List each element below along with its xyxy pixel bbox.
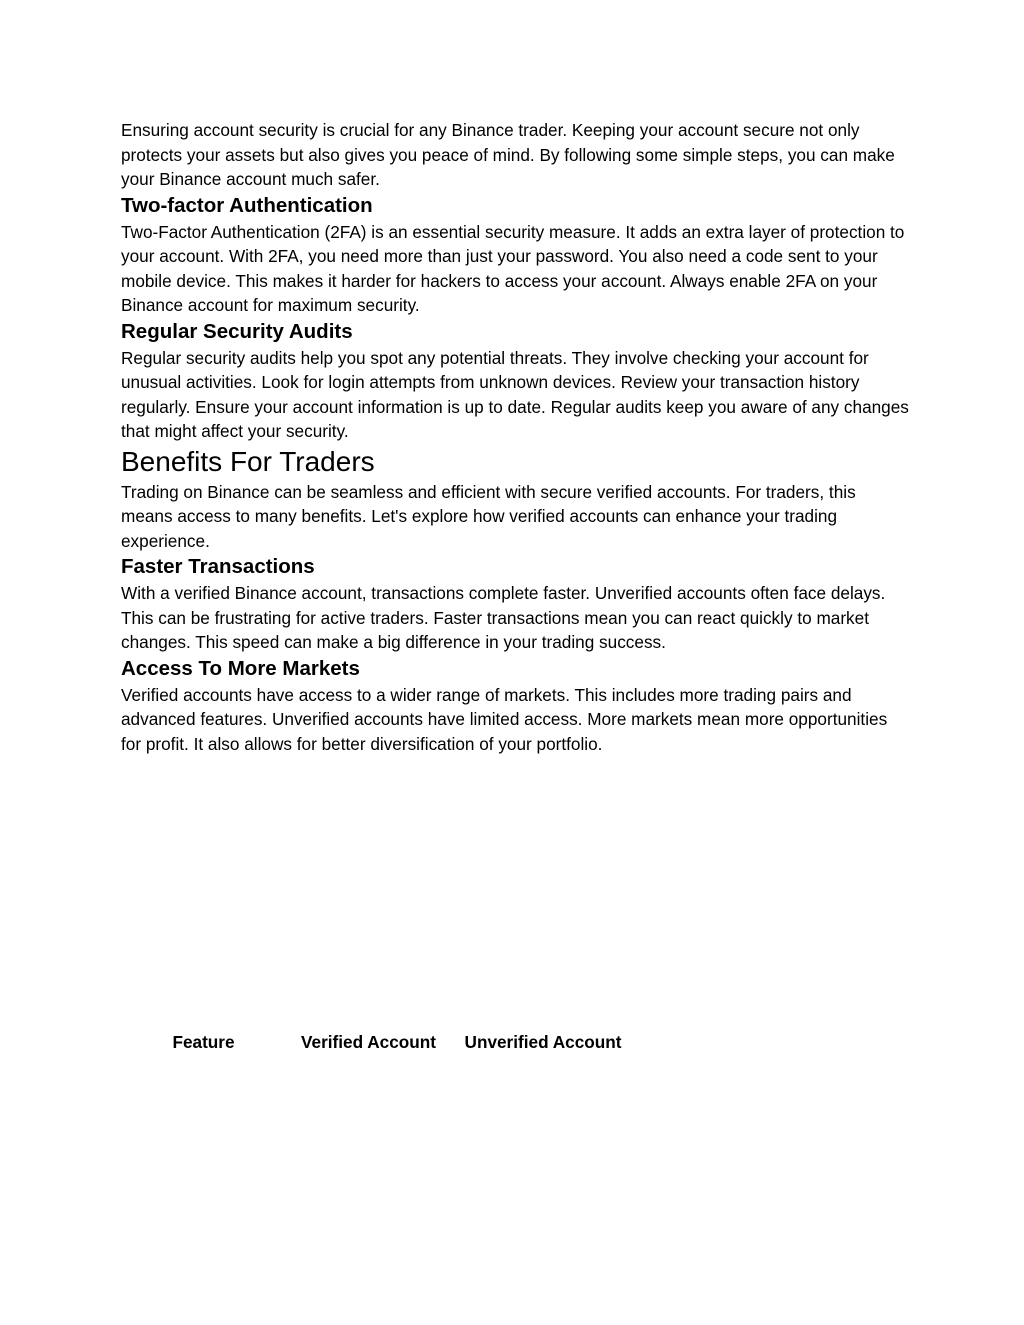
more-markets-heading: Access To More Markets	[121, 656, 360, 680]
two-factor-paragraph: Two-Factor Authentication (2FA) is an essential security measure. It adds an extra layer of protection to your account. With 2FA, you need more than just your password. You also need a code sent to your mobile device. This makes it harder for hackers to access your account. Always enable 2FA on your Binance account for maximum security.	[121, 221, 905, 315]
more-markets-paragraph: Verified accounts have access to a wider range of markets. This includes more trading pairs and advanced features. Unverified accounts have limited access. More markets mean more opportunities for profit. It also allows for better diversification of your portfolio.	[121, 684, 888, 754]
table-header-verified: Verified Account	[301, 1032, 436, 1052]
intro-paragraph: Ensuring account security is crucial for any Binance trader. Keeping your account secure not only protects your assets but also gives you peace of mind. By following some simple steps, you can make your Binance account much safer.	[121, 120, 895, 189]
security-audits-paragraph: Regular security audits help you spot any potential threats. They involve checking your account for unusual activities. Look for login attempts from unknown devices. Review your transaction history regularly. Ensure your account information is up to date. Regular audits keep you aware of any changes that might affect your security.	[121, 347, 909, 441]
document-content	[121, 118, 911, 756]
faster-transactions-paragraph: With a verified Binance account, transactions complete faster. Unverified accounts often face delays. This can be frustrating for active traders. Faster transactions mean you can react quickly to market changes. This speed can make a big difference in your trading success.	[121, 583, 886, 652]
table-header-unverified: Unverified Account	[464, 1032, 622, 1052]
table-header-feature: Feature	[172, 1032, 235, 1052]
comparison-table	[121, 1030, 635, 1055]
faster-transactions-heading: Faster Transactions	[121, 555, 315, 578]
table-header-row	[121, 1030, 635, 1055]
benefits-paragraph: Trading on Binance can be seamless and efficient with secure verified accounts. For traders, this means access to many benefits. Let's explore how verified accounts can enhance your trading experience.	[121, 481, 856, 551]
security-audits-heading: Regular Security Audits	[121, 319, 353, 343]
benefits-heading: Benefits For Traders	[121, 445, 375, 477]
two-factor-heading: Two-factor Authentication	[121, 193, 373, 217]
